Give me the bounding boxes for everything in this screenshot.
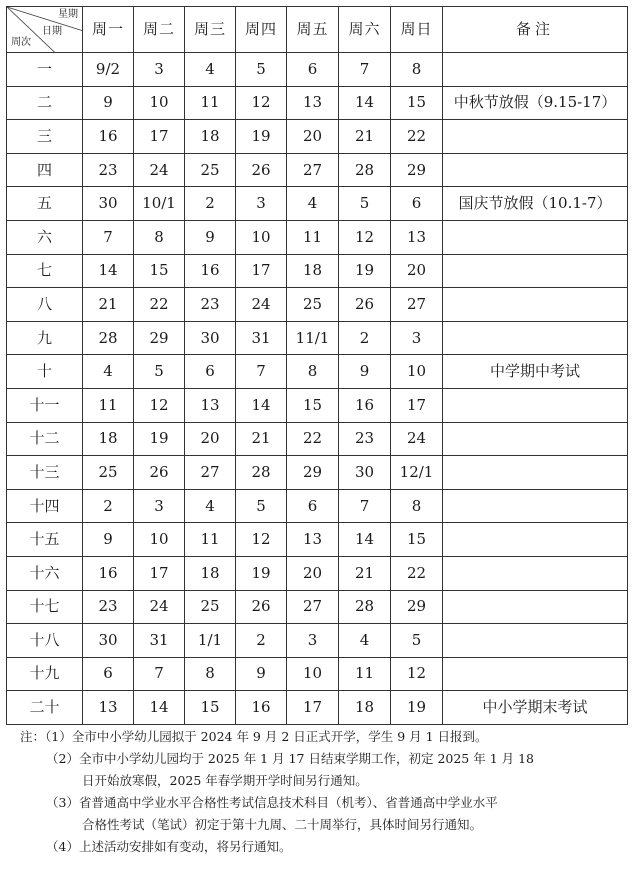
date-cell: 10: [287, 657, 339, 691]
date-cell: 25: [83, 456, 134, 490]
date-cell: 20: [287, 556, 339, 590]
date-cell: 13: [287, 86, 339, 120]
week-number-cell: 三: [7, 120, 83, 154]
date-cell: 8: [185, 657, 236, 691]
week-number-cell: 十五: [7, 523, 83, 557]
table-row: [7, 288, 628, 322]
date-cell: 8: [287, 355, 339, 389]
date-cell: 29: [391, 153, 443, 187]
date-cell: 20: [287, 120, 339, 154]
date-cell: 7: [83, 220, 134, 254]
table-row: [7, 523, 628, 557]
note-4: （4）上述活动安排如有变动，将另行通知。: [46, 839, 292, 854]
date-cell: 9: [339, 355, 391, 389]
header-saturday: 周六: [339, 7, 391, 53]
date-cell: 11/1: [287, 321, 339, 355]
date-cell: 17: [134, 120, 185, 154]
remark-cell: [443, 321, 628, 355]
remark-cell: [443, 220, 628, 254]
date-cell: 23: [83, 153, 134, 187]
date-cell: 26: [236, 153, 287, 187]
date-cell: 30: [185, 321, 236, 355]
header-monday: 周一: [83, 7, 134, 53]
date-cell: 27: [287, 153, 339, 187]
date-cell: 19: [236, 556, 287, 590]
remark-cell: [443, 657, 628, 691]
remark-cell: [443, 590, 628, 624]
date-cell: 28: [339, 590, 391, 624]
date-cell: 30: [339, 456, 391, 490]
date-cell: 15: [391, 523, 443, 557]
date-cell: 13: [287, 523, 339, 557]
date-cell: 26: [339, 288, 391, 322]
date-cell: 12/1: [391, 456, 443, 490]
table-row: [7, 556, 628, 590]
date-cell: 7: [236, 355, 287, 389]
date-cell: 22: [391, 556, 443, 590]
date-cell: 17: [287, 691, 339, 725]
table-row: [7, 388, 628, 422]
table-row: [7, 489, 628, 523]
date-cell: 9: [83, 523, 134, 557]
date-cell: 27: [391, 288, 443, 322]
table-row: [7, 153, 628, 187]
week-number-cell: 十六: [7, 556, 83, 590]
remark-cell: 中学期中考试: [443, 355, 628, 389]
date-cell: 18: [185, 120, 236, 154]
date-cell: 5: [339, 187, 391, 221]
date-cell: 8: [391, 489, 443, 523]
date-cell: 14: [339, 523, 391, 557]
date-cell: 13: [391, 220, 443, 254]
date-cell: 6: [287, 53, 339, 87]
date-cell: 18: [185, 556, 236, 590]
diagonal-header-cell: [7, 7, 83, 53]
date-cell: 17: [134, 556, 185, 590]
diag-label-week: 周次: [11, 37, 31, 48]
header-sunday: 周日: [391, 7, 443, 53]
date-cell: 14: [83, 254, 134, 288]
remark-cell: [443, 288, 628, 322]
remark-cell: [443, 456, 628, 490]
week-number-cell: 二: [7, 86, 83, 120]
date-cell: 29: [134, 321, 185, 355]
date-cell: 7: [134, 657, 185, 691]
date-cell: 15: [134, 254, 185, 288]
header-remark: 备注: [443, 7, 628, 53]
table-row: [7, 86, 628, 120]
date-cell: 1/1: [185, 624, 236, 658]
header-wednesday: 周三: [185, 7, 236, 53]
remark-cell: 中小学期末考试: [443, 691, 628, 725]
date-cell: 4: [339, 624, 391, 658]
date-cell: 12: [134, 388, 185, 422]
date-cell: 7: [339, 489, 391, 523]
table-row: [7, 254, 628, 288]
remark-cell: [443, 254, 628, 288]
school-calendar-table: [6, 6, 628, 725]
table-row: [7, 355, 628, 389]
week-number-cell: 二十: [7, 691, 83, 725]
date-cell: 18: [83, 422, 134, 456]
date-cell: 17: [236, 254, 287, 288]
date-cell: 26: [236, 590, 287, 624]
date-cell: 2: [83, 489, 134, 523]
date-cell: 15: [391, 86, 443, 120]
table-row: [7, 220, 628, 254]
date-cell: 2: [185, 187, 236, 221]
notes-section: [20, 726, 620, 858]
date-cell: 21: [236, 422, 287, 456]
date-cell: 23: [339, 422, 391, 456]
date-cell: 31: [134, 624, 185, 658]
date-cell: 19: [339, 254, 391, 288]
table-row: [7, 187, 628, 221]
remark-cell: [443, 489, 628, 523]
date-cell: 15: [185, 691, 236, 725]
date-cell: 26: [134, 456, 185, 490]
week-number-cell: 十四: [7, 489, 83, 523]
remark-cell: [443, 523, 628, 557]
date-cell: 18: [287, 254, 339, 288]
date-cell: 28: [236, 456, 287, 490]
remark-cell: 中秋节放假（9.15-17）: [443, 86, 628, 120]
date-cell: 2: [236, 624, 287, 658]
date-cell: 6: [391, 187, 443, 221]
date-cell: 31: [236, 321, 287, 355]
date-cell: 30: [83, 624, 134, 658]
remark-cell: [443, 53, 628, 87]
date-cell: 28: [83, 321, 134, 355]
date-cell: 6: [287, 489, 339, 523]
date-cell: 7: [339, 53, 391, 87]
week-number-cell: 十一: [7, 388, 83, 422]
date-cell: 4: [83, 355, 134, 389]
date-cell: 6: [185, 355, 236, 389]
date-cell: 21: [83, 288, 134, 322]
date-cell: 3: [134, 53, 185, 87]
date-cell: 18: [339, 691, 391, 725]
date-cell: 11: [185, 86, 236, 120]
date-cell: 12: [236, 86, 287, 120]
date-cell: 25: [185, 590, 236, 624]
date-cell: 3: [391, 321, 443, 355]
week-number-cell: 一: [7, 53, 83, 87]
date-cell: 8: [134, 220, 185, 254]
date-cell: 11: [185, 523, 236, 557]
date-cell: 21: [339, 120, 391, 154]
date-cell: 10: [134, 523, 185, 557]
date-cell: 20: [185, 422, 236, 456]
date-cell: 9: [185, 220, 236, 254]
diag-label-weekday: 星期: [58, 9, 78, 20]
table-row: [7, 624, 628, 658]
table-row: [7, 691, 628, 725]
date-cell: 23: [185, 288, 236, 322]
date-cell: 13: [185, 388, 236, 422]
date-cell: 10: [236, 220, 287, 254]
date-cell: 20: [391, 254, 443, 288]
remark-cell: [443, 388, 628, 422]
date-cell: 25: [185, 153, 236, 187]
date-cell: 12: [339, 220, 391, 254]
date-cell: 12: [236, 523, 287, 557]
date-cell: 5: [236, 53, 287, 87]
date-cell: 16: [83, 556, 134, 590]
date-cell: 24: [391, 422, 443, 456]
date-cell: 16: [185, 254, 236, 288]
date-cell: 10: [391, 355, 443, 389]
date-cell: 3: [287, 624, 339, 658]
date-cell: 19: [236, 120, 287, 154]
date-cell: 15: [287, 388, 339, 422]
week-number-cell: 十九: [7, 657, 83, 691]
remark-cell: [443, 624, 628, 658]
date-cell: 22: [287, 422, 339, 456]
date-cell: 10: [134, 86, 185, 120]
remark-cell: 国庆节放假（10.1-7）: [443, 187, 628, 221]
week-number-cell: 五: [7, 187, 83, 221]
date-cell: 25: [287, 288, 339, 322]
table-row: [7, 120, 628, 154]
date-cell: 30: [83, 187, 134, 221]
table-row: [7, 53, 628, 87]
date-cell: 19: [134, 422, 185, 456]
table-row: [7, 657, 628, 691]
date-cell: 3: [134, 489, 185, 523]
week-number-cell: 四: [7, 153, 83, 187]
date-cell: 16: [83, 120, 134, 154]
date-cell: 5: [236, 489, 287, 523]
date-cell: 4: [287, 187, 339, 221]
date-cell: 22: [134, 288, 185, 322]
week-number-cell: 十: [7, 355, 83, 389]
diag-label-date: 日期: [42, 26, 62, 37]
date-cell: 22: [391, 120, 443, 154]
table-row: [7, 456, 628, 490]
date-cell: 9: [83, 86, 134, 120]
date-cell: 11: [83, 388, 134, 422]
week-number-cell: 九: [7, 321, 83, 355]
date-cell: 24: [236, 288, 287, 322]
remark-cell: [443, 120, 628, 154]
date-cell: 4: [185, 53, 236, 87]
remark-cell: [443, 153, 628, 187]
header-row: [7, 7, 628, 53]
date-cell: 28: [339, 153, 391, 187]
week-number-cell: 七: [7, 254, 83, 288]
note-2-line-1: （2）全市中小学幼儿园均于 2025 年 1 月 17 日结束学期工作，初定 2025 年 1 月 18: [46, 751, 535, 766]
date-cell: 29: [287, 456, 339, 490]
header-thursday: 周四: [236, 7, 287, 53]
date-cell: 11: [287, 220, 339, 254]
date-cell: 2: [339, 321, 391, 355]
date-cell: 27: [185, 456, 236, 490]
date-cell: 9: [236, 657, 287, 691]
date-cell: 24: [134, 590, 185, 624]
date-cell: 24: [134, 153, 185, 187]
week-number-cell: 十三: [7, 456, 83, 490]
week-number-cell: 十八: [7, 624, 83, 658]
date-cell: 16: [339, 388, 391, 422]
week-number-cell: 八: [7, 288, 83, 322]
remark-cell: [443, 556, 628, 590]
date-cell: 5: [134, 355, 185, 389]
date-cell: 12: [391, 657, 443, 691]
header-tuesday: 周二: [134, 7, 185, 53]
date-cell: 13: [83, 691, 134, 725]
date-cell: 8: [391, 53, 443, 87]
date-cell: 14: [236, 388, 287, 422]
date-cell: 21: [339, 556, 391, 590]
week-number-cell: 六: [7, 220, 83, 254]
date-cell: 29: [391, 590, 443, 624]
table-row: [7, 590, 628, 624]
header-friday: 周五: [287, 7, 339, 53]
date-cell: 16: [236, 691, 287, 725]
remark-cell: [443, 422, 628, 456]
date-cell: 23: [83, 590, 134, 624]
date-cell: 14: [134, 691, 185, 725]
date-cell: 4: [185, 489, 236, 523]
date-cell: 17: [391, 388, 443, 422]
week-number-cell: 十七: [7, 590, 83, 624]
date-cell: 9/2: [83, 53, 134, 87]
table-row: [7, 321, 628, 355]
date-cell: 6: [83, 657, 134, 691]
calendar-body: [7, 53, 628, 725]
date-cell: 11: [339, 657, 391, 691]
date-cell: 14: [339, 86, 391, 120]
date-cell: 27: [287, 590, 339, 624]
note-3-line-2: 合格性考试（笔试）初定于第十九周、二十周举行，具体时间另行通知。: [82, 817, 483, 832]
note-3-line-1: （3）省普通高中学业水平合格性考试信息技术科目（机考）、省普通高中学业水平: [46, 795, 498, 810]
table-row: [7, 422, 628, 456]
date-cell: 10/1: [134, 187, 185, 221]
date-cell: 19: [391, 691, 443, 725]
date-cell: 5: [391, 624, 443, 658]
date-cell: 3: [236, 187, 287, 221]
note-2-line-2: 日开始放寒假，2025 年春学期开学时间另行通知。: [82, 773, 368, 788]
note-1: 注：（1）全市中小学幼儿园拟于 2024 年 9 月 2 日正式开学，学生 9 月 1 日报到。: [20, 729, 488, 744]
week-number-cell: 十二: [7, 422, 83, 456]
